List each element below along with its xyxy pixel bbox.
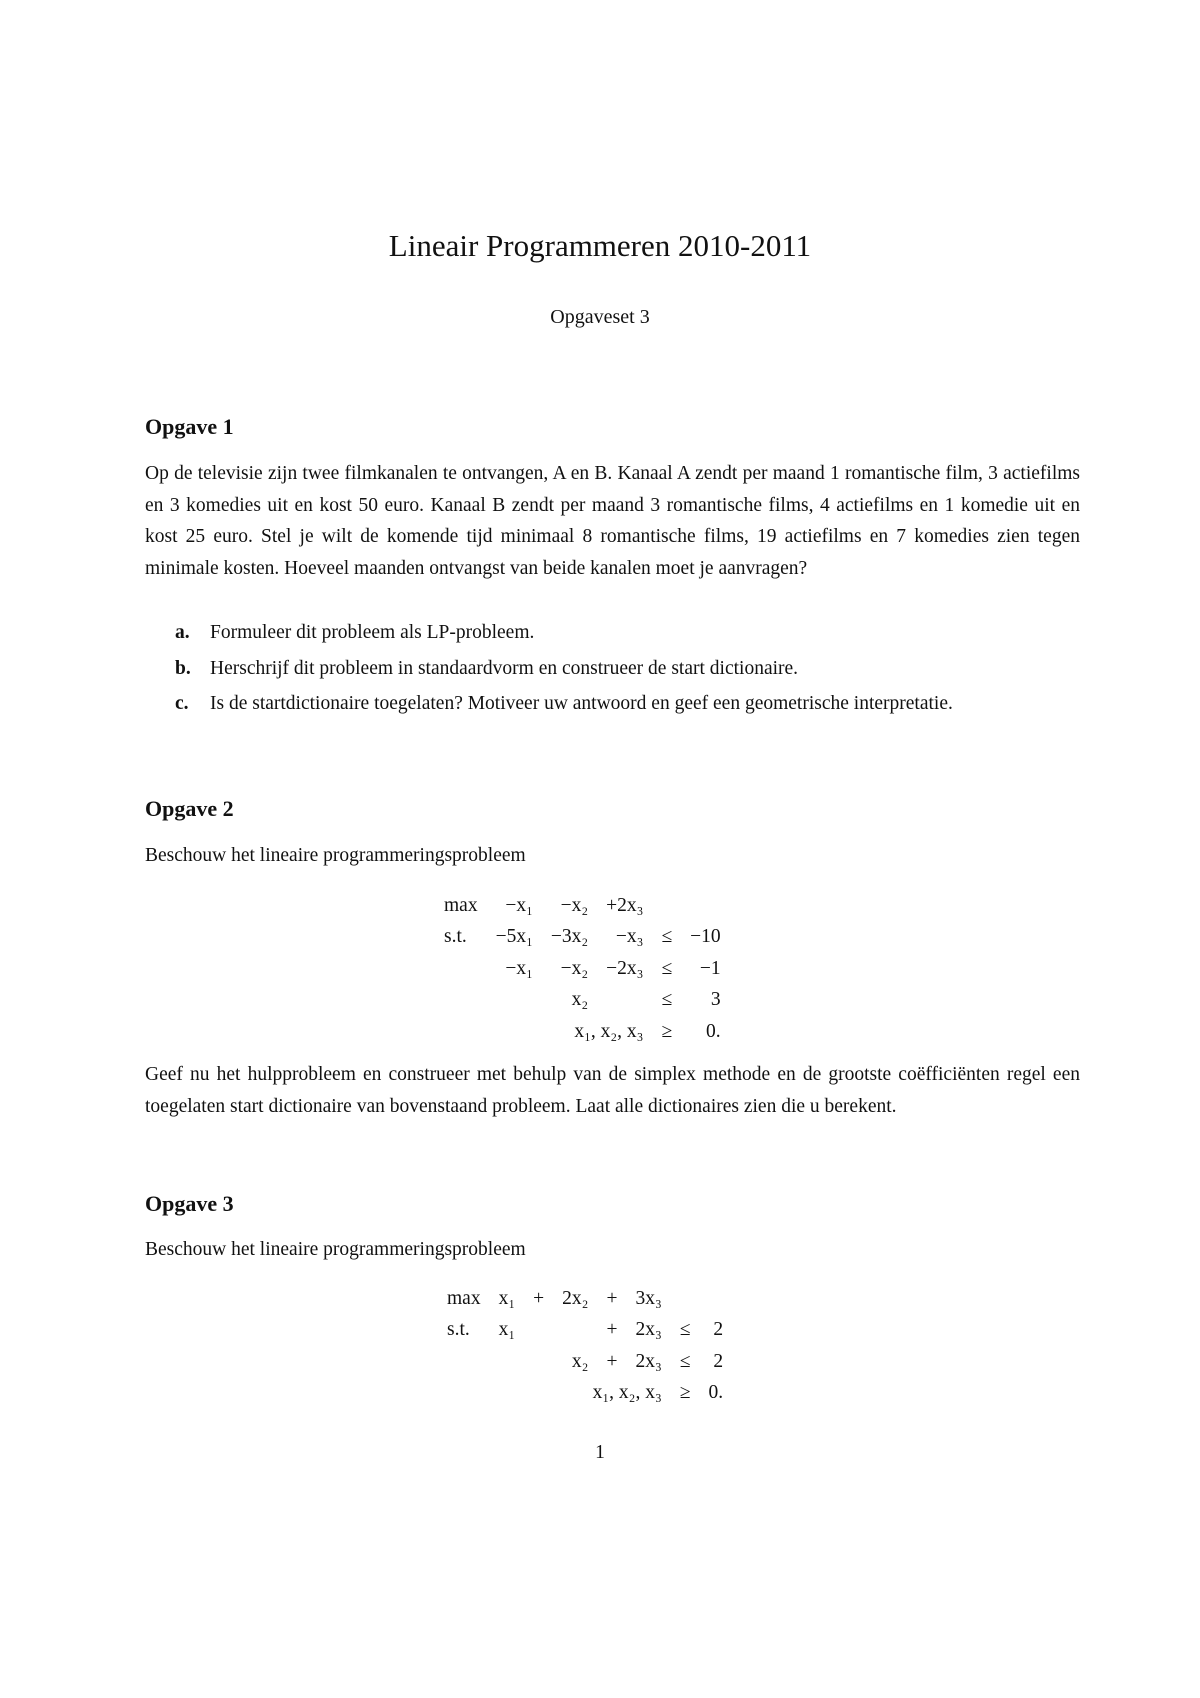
lp-cell — [490, 1346, 525, 1378]
lp-cell: max — [444, 894, 478, 916]
opgave-1-items — [145, 617, 1080, 724]
lp-cell — [652, 890, 681, 922]
lp-cell: −x₂ — [560, 957, 589, 979]
lp-cell: −3x₂ — [550, 926, 589, 948]
lp-cell: −10 — [690, 926, 721, 948]
lp-cell: x₁, x₂, x₃ — [592, 1382, 662, 1404]
opgave-2-text: Geef nu het hulpprobleem en construeer met behulp van de simplex methode en de grootste coëfficiënten regel een toegelaten start dictionaire van bovenstaand probleem. Laat alle dictionaires zien die u berekent. — [145, 1064, 1080, 1117]
lp-cell: ≤ — [661, 989, 673, 1011]
opgave-3-intro: Beschouw het lineaire programmeringsprobleem — [145, 1239, 526, 1260]
lp-row — [435, 922, 730, 954]
lp-cell: ≤ — [661, 926, 673, 948]
lp-row — [438, 1283, 732, 1315]
lp-row — [435, 1016, 730, 1048]
lp-cell: max — [447, 1287, 481, 1309]
page-number: 1 — [595, 1442, 605, 1463]
lp-cell: 2x₂ — [562, 1287, 589, 1309]
opgave-3-lp — [438, 1283, 732, 1409]
lp-cell: + — [606, 1350, 618, 1372]
lp-cell: −x₁ — [505, 957, 533, 979]
document-subtitle: Opgaveset 3 — [550, 306, 650, 328]
opgave-2-lp — [435, 890, 730, 1048]
lp-cell: s.t. — [447, 1319, 470, 1341]
lp-cell: 0. — [708, 1382, 724, 1404]
lp-cell: −5x₁ — [495, 926, 533, 948]
lp-cell: x₂ — [571, 1350, 589, 1372]
lp-cell — [487, 985, 542, 1017]
lp-table — [435, 890, 730, 1048]
lp-cell — [699, 1283, 732, 1315]
lp-cell — [524, 1346, 553, 1378]
lp-cell: ≤ — [661, 957, 673, 979]
lp-cell: 2 — [713, 1319, 724, 1341]
lp-table — [438, 1283, 732, 1409]
lp-row — [438, 1378, 732, 1410]
lp-cell: 3 — [710, 989, 721, 1011]
lp-cell: −x₂ — [560, 894, 589, 916]
list-item — [145, 653, 1080, 685]
lp-cell — [553, 1315, 597, 1347]
item-label: c. — [175, 693, 189, 714]
lp-cell — [438, 1378, 490, 1410]
lp-cell: + — [533, 1287, 545, 1309]
lp-cell: +2x₃ — [606, 894, 644, 916]
lp-row — [438, 1315, 732, 1347]
opgave-2-heading: Opgave 2 — [145, 796, 234, 821]
lp-row — [435, 890, 730, 922]
item-label: a. — [175, 622, 190, 643]
lp-cell — [438, 1346, 490, 1378]
lp-cell: −1 — [699, 957, 721, 979]
lp-row — [438, 1346, 732, 1378]
item-text: Is de startdictionaire toegelaten? Motiveer uw antwoord en geef een geometrische interpretatie. — [210, 693, 953, 714]
opgave-3-heading: Opgave 3 — [145, 1191, 234, 1216]
lp-cell: 2 — [713, 1350, 724, 1372]
item-text: Formuleer dit probleem als LP-probleem. — [210, 622, 535, 643]
opgave-1-text: Op de televisie zijn twee filmkanalen te ontvangen, A en B. Kanaal A zendt per maand 1 romantische film, 3 actiefilms en 3 komedies uit en kost 50 euro. Kanaal B zendt per maand 3 romantische films, 4 actiefilms en 1 komedie uit en kost 25 euro. Stel je wilt de komende tijd minimaal 8 romantische films, 19 actiefilms en 7 komedies zien tegen minimale kosten. Hoeveel maanden ontvangst van beide kanalen moet je aanvragen? — [145, 463, 1080, 579]
lp-cell: 0. — [706, 1020, 721, 1042]
lp-cell — [435, 985, 487, 1017]
list-item — [145, 617, 1080, 649]
lp-row — [435, 953, 730, 985]
lp-cell: + — [606, 1319, 618, 1341]
lp-cell: x₁, x₂, x₃ — [574, 1020, 644, 1042]
lp-cell — [597, 985, 652, 1017]
lp-row — [435, 985, 730, 1017]
opgave-2-intro: Beschouw het lineaire programmeringsprobleem — [145, 845, 526, 866]
document-title: Lineair Programmeren 2010-2011 — [388, 228, 812, 263]
lp-cell — [681, 890, 730, 922]
lp-cell: 2x₃ — [635, 1319, 662, 1341]
item-label: b. — [175, 657, 191, 679]
opgave-1-heading: Opgave 1 — [145, 414, 234, 439]
lp-cell: x₁ — [498, 1287, 516, 1309]
list-item — [145, 688, 1080, 720]
lp-cell: ≤ — [679, 1319, 691, 1341]
lp-cell: x₂ — [571, 989, 589, 1011]
lp-cell: + — [606, 1287, 618, 1309]
lp-cell: −2x₃ — [606, 957, 644, 979]
lp-cell: s.t. — [444, 926, 467, 948]
lp-cell — [487, 1016, 542, 1048]
lp-cell: −x₃ — [615, 926, 644, 948]
lp-cell: ≥ — [661, 1020, 673, 1042]
lp-cell: x₁ — [498, 1319, 516, 1341]
lp-cell — [435, 953, 487, 985]
lp-cell — [435, 1016, 487, 1048]
lp-cell: ≥ — [679, 1382, 691, 1404]
lp-cell — [524, 1315, 553, 1347]
lp-cell: 2x₃ — [635, 1350, 662, 1372]
item-text: Herschrijf dit probleem in standaardvorm en construeer de start dictionaire. — [210, 657, 799, 679]
lp-cell: ≤ — [679, 1350, 691, 1372]
lp-cell: −x₁ — [505, 894, 533, 916]
lp-cell — [671, 1283, 700, 1315]
lp-cell: 3x₃ — [635, 1287, 662, 1309]
